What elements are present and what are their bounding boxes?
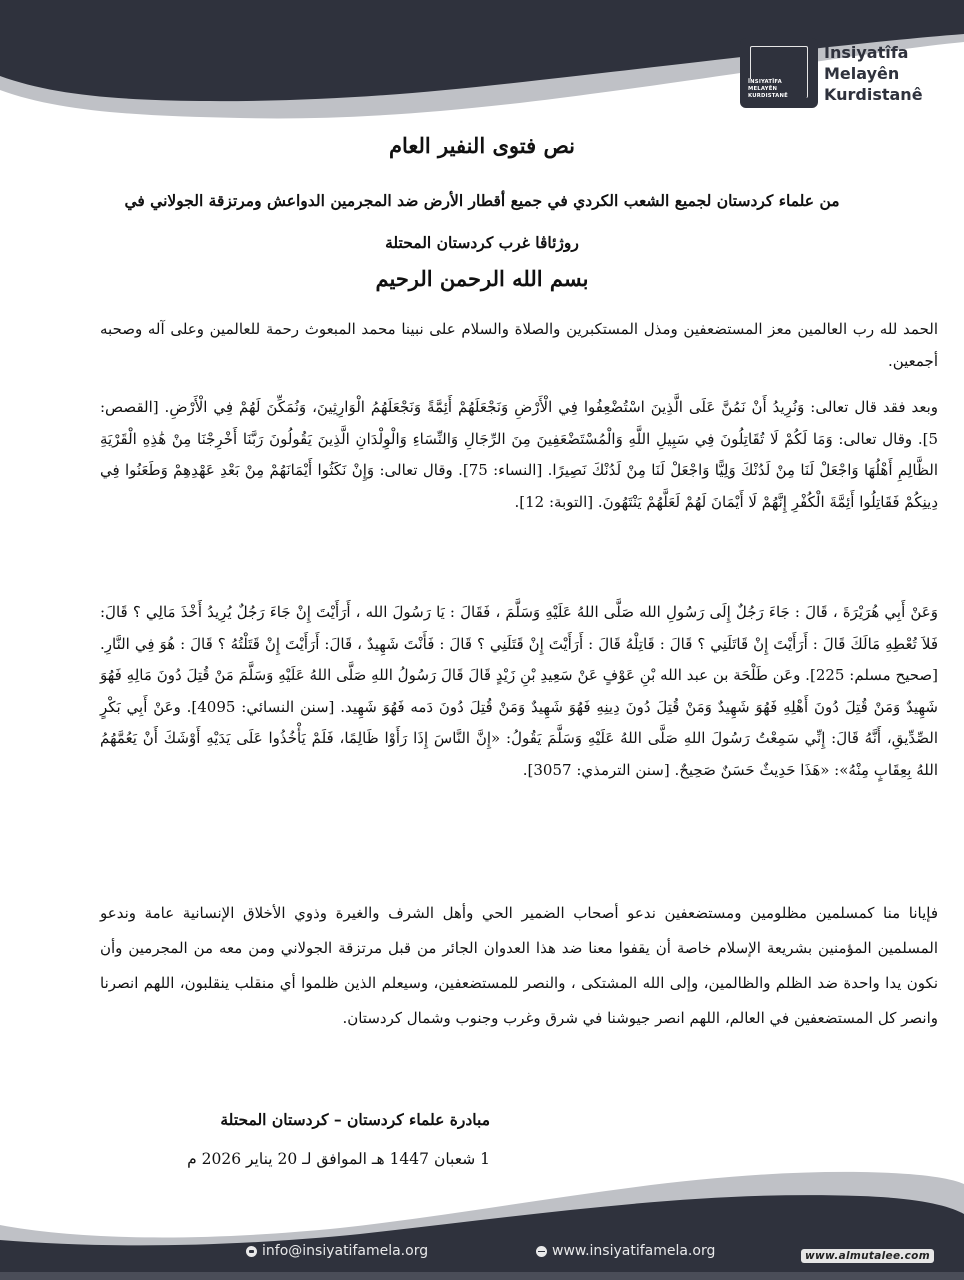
contact-email[interactable]	[246, 1243, 428, 1259]
paragraph-opening: الحمد لله رب العالمين معز المستضعفين ومذل المستكبرين والصلاة والسلام على نبينا محمد المبعوث رحمة للعالمين وعلى آله وصحبه أجمعين.	[100, 320, 938, 370]
bottom-strip	[0, 1272, 964, 1280]
logo-emblem	[740, 38, 818, 108]
contact-website[interactable]	[536, 1243, 715, 1259]
paragraph-hadiths: وَعَنْ أَبِي هُرَيْرَةَ ، قَالَ : جَاءَ رَجُلٌ إِلَى رَسُولِ الله صَلَّى اللهُ عَلَيْهِ وَسَلَّمَ ، فَقَالَ : يَا رَسُولَ الله ، أَرَأَيْتَ إِنْ جَاءَ رَجُلٌ يُرِيدُ أَخْذَ مَالِي ؟ قَالَ: فَلاَ تُعْطِهِ مَالَكَ قَالَ : أَرَأَيْتَ إِنْ قَاتَلَنِي ؟ قَالَ : قَاتِلْهُ قَالَ : أَرَأَيْتَ إِنْ قَتَلَنِي ؟ قَالَ : فَأَنْتَ شَهِيدٌ ، قَالَ: أَرَأَيْتَ إِنْ قَتَلْتُهُ ؟ قَالَ : هُوَ فِي النَّارِ. [صحيح مسلم: 225]. وعَن طَلْحَة بن عبد الله بْنِ عَوْفٍ عَنْ سَعِيدِ بْنِ زَيْدٍ قَالَ قَالَ رَسُولُ اللهِ صَلَّى اللهُ عَلَيْهِ وَسَلَّمَ مَنْ قُتِلَ دُونَ مَالِهِ فَهُوَ شَهِيدٌ وَمَنْ قُتِلَ دُونَ أَهْلِهِ فَهُوَ شَهِيدٌ وَمَنْ قُتِلَ دُونَ دِينِهِ فَهُوَ شَهِيدٌ وَمَنْ قُتِلَ دُونَ دَمه فَهُوَ شَهِيد. [سنن النسائي: 4095]. وعَنْ أَبِي بَكْرٍ الصِّدِّيقِ، أَنَّهُ قَالَ: إِنِّي سَمِعْتُ رَسُولَ اللهِ صَلَّى اللهُ عَلَيْهِ وَسَلَّمَ يَقُولُ: «إِنَّ النَّاسَ إِذَا رَأَوْا ظَالِمًا، فَلَمْ يَأْخُذُوا عَلَى يَدَيْهِ أَوْشَكَ أَنْ يَعُمَّهُمُ اللهُ بِعِقَابٍ مِنْهُ»: «هَذَا حَدِيثٌ حَسَنٌ صَحِيحٌ. [سنن الترمذي: 3057].	[100, 603, 938, 779]
logo-emblem-text: ÎNSIYATÎFA MELAYÊN KURDISTANÊ	[748, 79, 791, 100]
document-date: 1 شعبان 1447 هـ الموافق لـ 20 يناير 2026 م	[187, 1150, 490, 1168]
mail-icon	[246, 1246, 257, 1257]
document-subtitle: من علماء كردستان لجميع الشعب الكردي في جميع أقطار الأرض ضد المجرمين الدواعش ومرتزقة الجولاني في روژئاڤا غرب كردستان المحتلة	[124, 191, 840, 252]
website-url[interactable]: www.insiyatifamela.org	[552, 1243, 716, 1259]
globe-icon	[536, 1246, 547, 1257]
organization-logo	[740, 38, 923, 108]
organization-name: Însiyatîfa Melayên Kurdistanê	[824, 42, 923, 104]
paragraph-quran-verses: وبعد فقد قال تعالى: وَنُرِيدُ أَنْ نَمُنَّ عَلَى الَّذِينَ اسْتُضْعِفُوا فِي الْأَرْضِ وَنَجْعَلَهُمْ أَئِمَّةً وَنَجْعَلَهُمُ الْوَارِثِينَ، وَنُمَكِّنَ لَهُمْ فِي الْأَرْضِ. [القصص: 5]. وقال تعالى: وَمَا لَكُمْ لَا تُقَاتِلُونَ فِي سَبِيلِ اللَّهِ وَالْمُسْتَضْعَفِينَ مِنَ الرِّجَالِ وَالنِّسَاءِ وَالْوِلْدَانِ الَّذِينَ يَقُولُونَ رَبَّنَا أَخْرِجْنَا مِنْ هَٰذِهِ الْقَرْيَةِ الظَّالِمِ أَهْلُهَا وَاجْعَلْ لَنَا مِنْ لَدُنْكَ وَلِيًّا وَاجْعَلْ لَنَا مِنْ لَدُنْكَ نَصِيرًا. [النساء: 75]. وقال تعالى: وَإِنْ نَكَثُوا أَيْمَانَهُمْ مِنْ بَعْدِ عَهْدِهِمْ وَطَعَنُوا فِي دِينِكُمْ فَقَاتِلُوا أَئِمَّةَ الْكُفْرِ إِنَّهُمْ لَا أَيْمَانَ لَهُمْ لَعَلَّهُمْ يَنْتَهُونَ. [التوبة: 12].	[100, 398, 938, 511]
document-title: نص فتوى النفير العام	[388, 133, 576, 158]
source-watermark: www.almutalee.com	[801, 1249, 934, 1263]
paragraph-call-to-action: فإيانا منا كمسلمين مظلومين ومستضعفين ندعو أصحاب الضمير الحي وأهل الشرف والغيرة وذوي الأخلاق الإنسانية عامة وندعو المسلمين المؤمنين بشريعة الإسلام خاصة أن يقفوا معنا ضد هذا العدوان الجائر من قبل مرتزقة الجولاني ومن معه من المجرمين وأن نكون يدا واحدة ضد الظلم والظالمين، وإلى الله المشتكى ، والنصر للمستضعفين، وسيعلم الذين ظلموا أي منقلب ينقلبون، اللهم انصرنا وانصر كل المستضعفين في العالم، اللهم انصر جيوشنا في شرق وغرب وجنوب وشمال كردستان.	[100, 904, 938, 1027]
basmala-heading: بسم الله الرحمن الرحيم	[375, 266, 589, 291]
signature: مبادرة علماء كردستان – كردستان المحتلة	[220, 1110, 490, 1129]
email-address[interactable]: info@insiyatifamela.org	[262, 1243, 429, 1259]
